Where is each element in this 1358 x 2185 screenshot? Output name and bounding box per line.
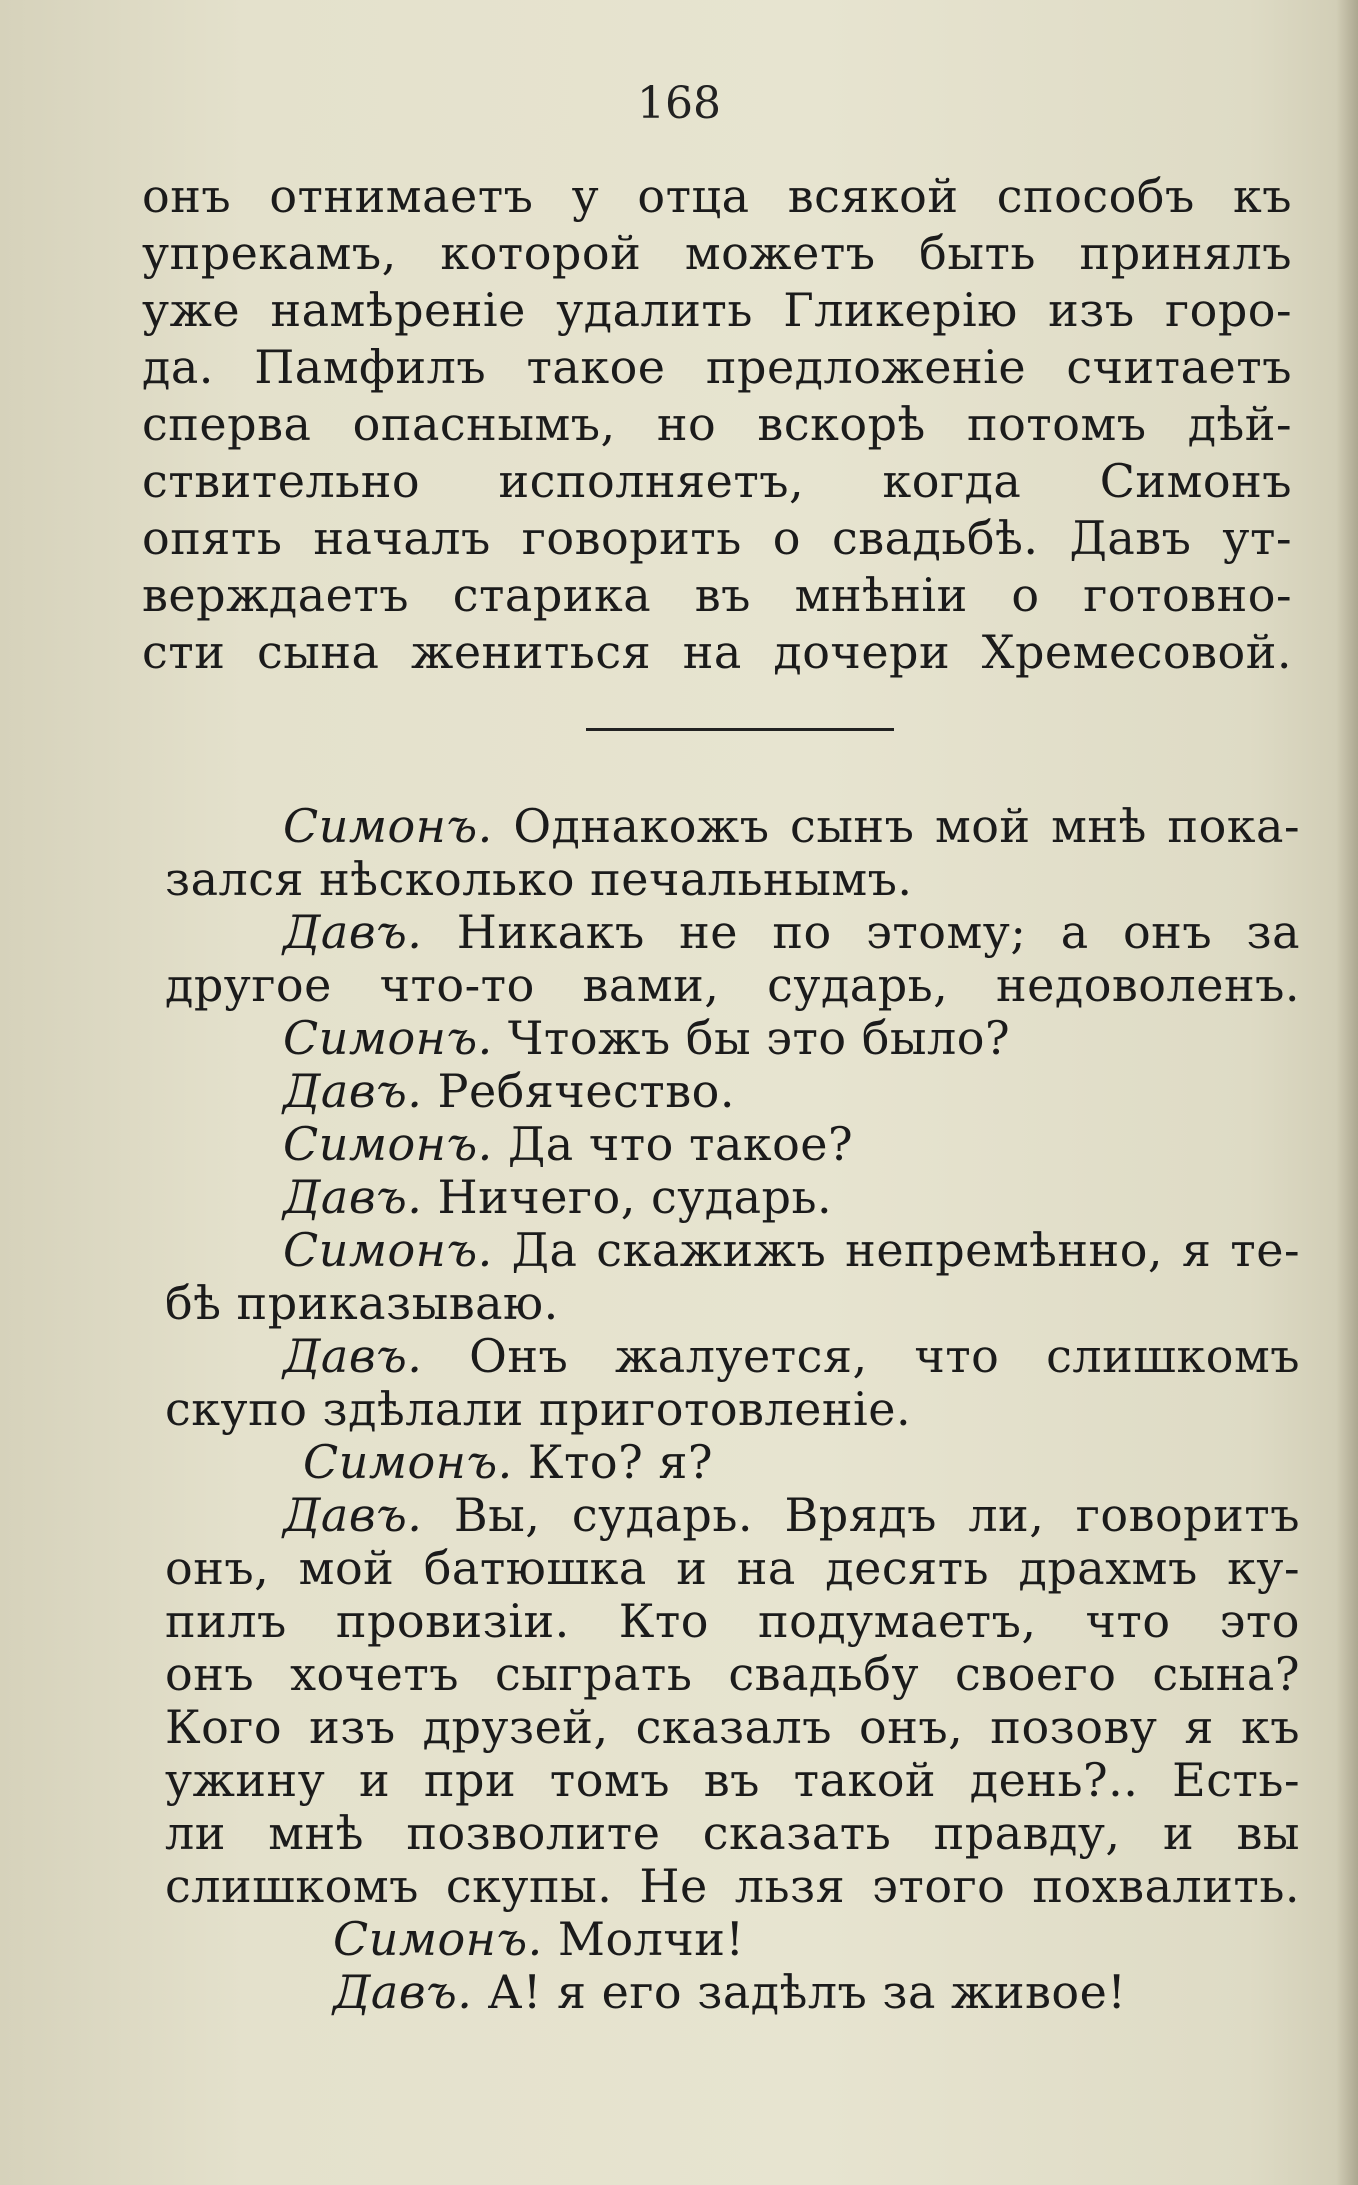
dialogue-text: Ребячество. xyxy=(422,1064,735,1118)
dialogue-text: бѣ приказываю. xyxy=(165,1276,559,1330)
summary-line: упрекамъ, которой можетъ быть принялъ xyxy=(142,226,1292,280)
dialogue-line xyxy=(165,800,1300,853)
dialogue-line xyxy=(165,1754,1300,1807)
dialogue-text: Ничего, сударь. xyxy=(422,1170,833,1224)
summary-paragraph xyxy=(142,168,1292,681)
section-divider xyxy=(586,728,894,731)
speaker-name: Симонъ. xyxy=(303,1435,513,1489)
speaker-name: Симонъ. xyxy=(283,799,493,853)
speaker-name: Давъ. xyxy=(283,1170,423,1224)
speaker-name: Симонъ. xyxy=(283,1117,493,1171)
dialogue-line xyxy=(165,1436,1300,1489)
dialogue-text: Чтожъ бы это было? xyxy=(492,1011,1011,1065)
summary-line: ствительно исполняетъ, когда Симонъ xyxy=(142,454,1292,508)
dialogue-line xyxy=(165,1807,1300,1860)
dialogue-text: Вы, сударь. Врядъ ли, говоритъ xyxy=(422,1488,1300,1542)
dialogue-line xyxy=(165,1171,1300,1224)
dialogue-text: Онъ жалуется, что слишкомъ xyxy=(422,1329,1300,1383)
dialogue-text: онъ хочетъ сыграть свадьбу своего сына? xyxy=(165,1647,1300,1701)
dialogue-line xyxy=(165,1913,1300,1966)
dialogue-text: ли мнѣ позволите сказать правду, и вы xyxy=(165,1806,1300,1860)
summary-line: опять началъ говорить о свадьбѣ. Давъ ут- xyxy=(142,511,1292,565)
dialogue-text: другое что-то вами, сударь, недоволенъ. xyxy=(165,958,1300,1012)
dialogue-line xyxy=(165,1012,1300,1065)
dialogue-line xyxy=(165,1542,1300,1595)
dialogue-block xyxy=(165,800,1300,2019)
dialogue-line xyxy=(165,1330,1300,1383)
summary-line: онъ отнимаетъ у отца всякой способъ къ xyxy=(142,169,1292,223)
dialogue-line xyxy=(165,1065,1300,1118)
dialogue-text: Кого изъ друзей, сказалъ онъ, позову я къ xyxy=(165,1700,1300,1754)
dialogue-text: Молчи! xyxy=(542,1912,745,1966)
dialogue-line xyxy=(165,1701,1300,1754)
dialogue-line xyxy=(165,959,1300,1012)
dialogue-text: Однакожъ сынъ мой мнѣ пока- xyxy=(492,799,1300,853)
dialogue-text: скупо здѣлали приготовленіе. xyxy=(165,1382,912,1436)
dialogue-text: слишкомъ скупы. Не льзя этого похвалить. xyxy=(165,1859,1300,1913)
summary-line: верждаетъ старика въ мнѣніи о готовно- xyxy=(142,568,1292,622)
speaker-name: Давъ. xyxy=(283,1329,423,1383)
speaker-name: Давъ. xyxy=(283,1488,423,1542)
dialogue-text: онъ, мой батюшка и на десять драхмъ ку- xyxy=(165,1541,1300,1595)
page-edge-shadow xyxy=(1336,0,1358,2185)
dialogue-text: Кто? я? xyxy=(512,1435,714,1489)
speaker-name: Симонъ. xyxy=(283,1223,493,1277)
dialogue-line xyxy=(165,1118,1300,1171)
speaker-name: Давъ. xyxy=(283,1064,423,1118)
dialogue-line xyxy=(165,1966,1300,2019)
dialogue-line xyxy=(165,1648,1300,1701)
speaker-name: Симонъ. xyxy=(333,1912,543,1966)
dialogue-line xyxy=(165,1224,1300,1277)
speaker-name: Симонъ. xyxy=(283,1011,493,1065)
speaker-name: Давъ. xyxy=(333,1965,473,2019)
speaker-name: Давъ. xyxy=(283,905,423,959)
dialogue-text: А! я его задѣлъ за живое! xyxy=(472,1965,1127,2019)
summary-line: уже намѣреніе удалить Гликерію изъ горо- xyxy=(142,283,1292,337)
summary-line: да. Памфилъ такое предложеніе считаетъ xyxy=(142,340,1292,394)
dialogue-line xyxy=(165,1383,1300,1436)
dialogue-line xyxy=(165,1277,1300,1330)
dialogue-text: Да скажижъ непремѣнно, я те- xyxy=(492,1223,1300,1277)
summary-line: сперва опаснымъ, но вскорѣ потомъ дѣй- xyxy=(142,397,1292,451)
dialogue-line xyxy=(165,1489,1300,1542)
dialogue-text: Да что такое? xyxy=(492,1117,854,1171)
dialogue-line xyxy=(165,853,1300,906)
dialogue-line xyxy=(165,1860,1300,1913)
summary-line: сти сына жениться на дочери Хремесовой. xyxy=(142,625,1292,679)
dialogue-line xyxy=(165,906,1300,959)
dialogue-text: Никакъ не по этому; а онъ за xyxy=(422,905,1300,959)
dialogue-line xyxy=(165,1595,1300,1648)
dialogue-text: зался нѣсколько печальнымъ. xyxy=(165,852,913,906)
dialogue-text: пилъ провизіи. Кто подумаетъ, что это xyxy=(165,1594,1300,1648)
page-number: 168 xyxy=(637,78,721,129)
dialogue-text: ужину и при томъ въ такой день?.. Есть- xyxy=(165,1753,1300,1807)
